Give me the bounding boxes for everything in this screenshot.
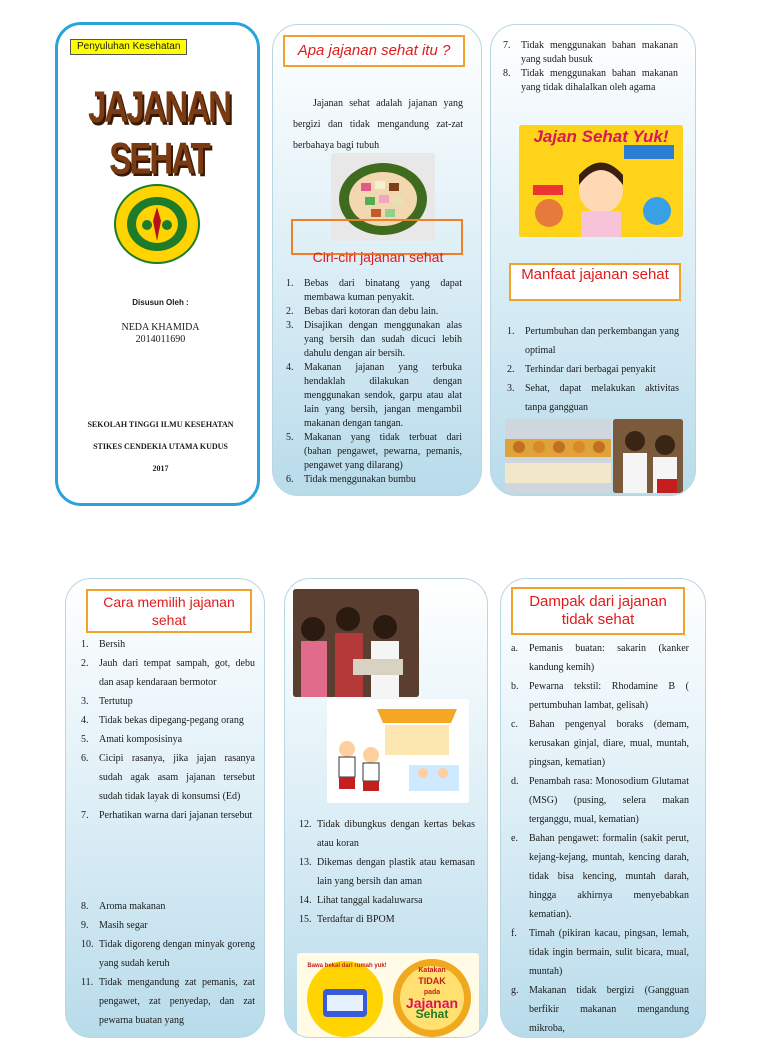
cover-title: JAJANAN SEHAT [88, 81, 230, 183]
list-item-number: f. [511, 928, 517, 939]
list-item-number: 1. [81, 639, 89, 650]
bekal-badge-text: Bawa bekal dari rumah yuk! [307, 963, 387, 969]
list-item-number: a. [511, 643, 518, 654]
list-item-number: 3. [81, 696, 89, 707]
dampak-panel [500, 578, 706, 1038]
list-item-number: 3. [286, 320, 294, 331]
list-item [286, 277, 462, 305]
cover-year: 2017 [152, 464, 169, 473]
list-item-number: e. [511, 833, 518, 844]
list-item [81, 897, 255, 916]
list-item [81, 692, 255, 711]
manfaat-title: Manfaat jajanan sehat [509, 263, 681, 301]
list-item-text: Aroma makanan [99, 901, 166, 912]
list-item-number: 7. [503, 40, 511, 51]
list-item-number: 4. [81, 715, 89, 726]
cartoon-canteen-illustration [327, 699, 469, 803]
list-item-number: b. [511, 681, 519, 692]
badge-pada: pada [423, 989, 441, 996]
list-item-text: Bebas dari binatang yang dapat membawa kuman penyakit. [304, 278, 462, 303]
list-item-text: Bersih [99, 639, 126, 650]
list-item-text: Tidak dibungkus dengan kertas bekas atau koran [317, 819, 475, 849]
list-item [507, 379, 679, 417]
list-item-number: 11. [81, 977, 94, 988]
list-item-number: 4. [286, 362, 294, 373]
cover-panel [55, 22, 260, 506]
cara-memilih-panel [65, 578, 265, 1038]
poster-caption: Jajan Sehat Yuk! [533, 127, 669, 146]
list-item-number: 5. [286, 432, 294, 443]
list-item [81, 730, 255, 749]
list-item [81, 973, 255, 1030]
list-item-text: Bahan pengawet: formalin (sakit perut, kejang-kejang, muntah, kencing darah, tidak bisa kencing, muntah darah, hingga akhirnya menyebabkan kematian). [529, 833, 689, 920]
list-item [286, 431, 462, 473]
list-item-text: Cicipi rasanya, jika jajan rasanya sudah agak asam jajanan tersebut sudah tidak layak di konsumsi (Ed) [99, 753, 255, 802]
manfaat-panel [490, 24, 696, 496]
ciri-title: Ciri-ciri jajanan sehat [312, 249, 444, 265]
list-item [81, 916, 255, 935]
list-item [503, 39, 678, 67]
list-item-number: 1. [286, 278, 294, 289]
badge-tidak: TIDAK [418, 976, 446, 986]
list-item-text: Pemanis buatan: sakarin (kanker kandung kemih) [529, 643, 689, 673]
cara-lanjutan-panel [284, 578, 488, 1038]
list-item-text: Lihat tanggal kadaluwarsa [317, 895, 423, 906]
definition-text: Jajanan sehat adalah jajanan yang bergizi dan tidak mengandung zat-zat berbahaya bagi tubuh [293, 98, 463, 151]
cara-list-c [299, 815, 475, 929]
list-item-number: 2. [81, 658, 89, 669]
list-item-text: Timah (pikiran kacau, pingsan, lemah, tidak ingin bermain, sulit bicara, mual, muntah) [529, 928, 689, 977]
jajan-sehat-poster [519, 125, 683, 237]
list-item [286, 319, 462, 361]
manfaat-list [507, 322, 679, 417]
list-item-text: Tertutup [99, 696, 133, 707]
school-name: SEKOLAH TINGGI ILMU KESEHATAN [87, 420, 234, 429]
dampak-title: Dampak dari jajanan tidak sehat [511, 587, 685, 635]
list-item-number: 15. [299, 914, 312, 925]
list-item-number: 9. [81, 920, 89, 931]
list-item-number: 10. [81, 939, 94, 950]
list-item-text: Disajikan dengan menggunakan alas yang bersih dan sudah dicuci lebih dahulu dengan air bersih. [304, 320, 462, 359]
list-item [81, 935, 255, 973]
ciri-list [286, 277, 462, 487]
list-item [511, 639, 689, 677]
bekal-badge [297, 953, 479, 1038]
list-item-number: 2. [507, 364, 515, 375]
list-item-number: 14. [299, 895, 312, 906]
dampak-list [511, 639, 689, 1038]
snack-stall-photo [505, 419, 611, 493]
list-item-number: d. [511, 776, 519, 787]
list-item-number: 12. [299, 819, 312, 830]
list-item-text: Jauh dari tempat sampah, got, debu dan asap kendaraan bermotor [99, 658, 255, 688]
list-item-number: 6. [81, 753, 89, 764]
list-item-text: Makanan tidak bergizi (Gangguan berfikir makanan mengandung mikroba, [529, 985, 689, 1034]
list-item-text: Masih segar [99, 920, 148, 931]
list-item [81, 806, 255, 825]
list-item-number: 5. [81, 734, 89, 745]
list-item [511, 981, 689, 1038]
badge-sehat: Sehat [415, 1007, 449, 1021]
author-nim: 2014011690 [135, 334, 186, 345]
list-item [286, 361, 462, 431]
list-item-number: g. [511, 985, 519, 996]
definition-panel [272, 24, 482, 496]
author-name: NEDA KHAMIDA [121, 322, 200, 333]
list-item-number: 8. [503, 68, 511, 79]
list-item-text: Penambah rasa: Monosodium Glutamat (MSG) (pusing, selera makan terganggu, mual, kematian) [529, 776, 689, 825]
list-item-number: 1. [507, 326, 515, 337]
list-item [81, 711, 255, 730]
list-item-text: Sehat, dapat melakukan aktivitas tanpa gangguan [525, 383, 679, 413]
list-item-text: Amati komposisinya [99, 734, 183, 745]
list-item [81, 654, 255, 692]
list-item [507, 360, 679, 379]
list-item-number: 13. [299, 857, 312, 868]
list-item-text: Pewarna tekstil: Rhodamine B ( pertumbuhan lambat, gelisah) [529, 681, 689, 711]
list-item-number: 6. [286, 474, 294, 485]
list-item [503, 67, 678, 95]
list-item [511, 829, 689, 924]
list-item-text: Makanan yang tidak terbuat dari (bahan pengawet, pewarna, pemanis, pengawet yang dilarang) [304, 432, 462, 471]
badge-katakan: Katakan [418, 967, 446, 974]
katakan-badge-text [397, 965, 467, 1020]
list-item [299, 853, 475, 891]
list-item [299, 910, 475, 929]
badge-jajanan: Jajanan [405, 995, 459, 1011]
list-item-number: 8. [81, 901, 89, 912]
crowd-photo [293, 589, 419, 697]
definition-title: Apa jajanan sehat itu ? [283, 35, 465, 67]
list-item-text: Terhindar dari berbagai penyakit [525, 364, 656, 375]
list-item [81, 635, 255, 654]
list-item-text: Perhatikan warna dari jajanan tersebut [99, 810, 253, 821]
list-item-text: Tidak menggunakan bumbu [304, 474, 416, 485]
list-item-text: Tidak bekas dipegang-pegang orang [99, 715, 244, 726]
cara-memilih-title: Cara memilih jajanan sehat [86, 589, 252, 633]
students-photo [613, 419, 683, 493]
list-item-text: Tidak menggunakan bahan makanan yang tidak dihalalkan oleh agama [521, 68, 678, 93]
list-item [286, 473, 462, 487]
list-item-text: Tidak digoreng dengan minyak goreng yang sudah keruh [99, 939, 255, 969]
list-item [511, 924, 689, 981]
list-item-number: 3. [507, 383, 515, 394]
list-item [81, 749, 255, 806]
list-item-number: 2. [286, 306, 294, 317]
ciri-list-continued [503, 39, 678, 95]
list-item-text: Tidak mengandung zat pemanis, zat pengawet, zat penyedap, dan zat pewarna buatan yang [99, 977, 255, 1026]
list-item [299, 815, 475, 853]
list-item-text: Bebas dari kotoran dan debu lain. [304, 306, 439, 317]
college-logo [113, 183, 201, 265]
list-item-text: Tidak menggunakan bahan makanan yang sudah busuk [521, 40, 678, 65]
list-item [299, 891, 475, 910]
list-item-number: c. [511, 719, 518, 730]
list-item [511, 677, 689, 715]
school-short: STIKES CENDEKIA UTAMA KUDUS [93, 442, 228, 451]
list-item [511, 772, 689, 829]
list-item-number: 7. [81, 810, 89, 821]
list-item-text: Bahan pengenyal boraks (demam, kerusakan ginjal, diare, mual, muntah, pingsan, kematian) [529, 719, 689, 768]
disusun-label: Disusun Oleh : [132, 298, 189, 307]
list-item [511, 715, 689, 772]
list-item-text: Dikemas dengan plastik atau kemasan lain yang bersih dan aman [317, 857, 475, 887]
list-item-text: Terdaftar di BPOM [317, 914, 395, 925]
list-item [286, 305, 462, 319]
cover-tag: Penyuluhan Kesehatan [70, 39, 187, 55]
cara-list-b [81, 897, 255, 1030]
list-item-text: Pertumbuhan dan perkembangan yang optimal [525, 326, 679, 356]
cara-list-a [81, 635, 255, 825]
list-item-text: Makanan jajanan yang terbuka hendaklah dilakukan dengan menggunakan sendok, garpu atau alat lain yang bersih, jangan mengambil makanan dengan tangan. [304, 362, 462, 429]
list-item [507, 322, 679, 360]
